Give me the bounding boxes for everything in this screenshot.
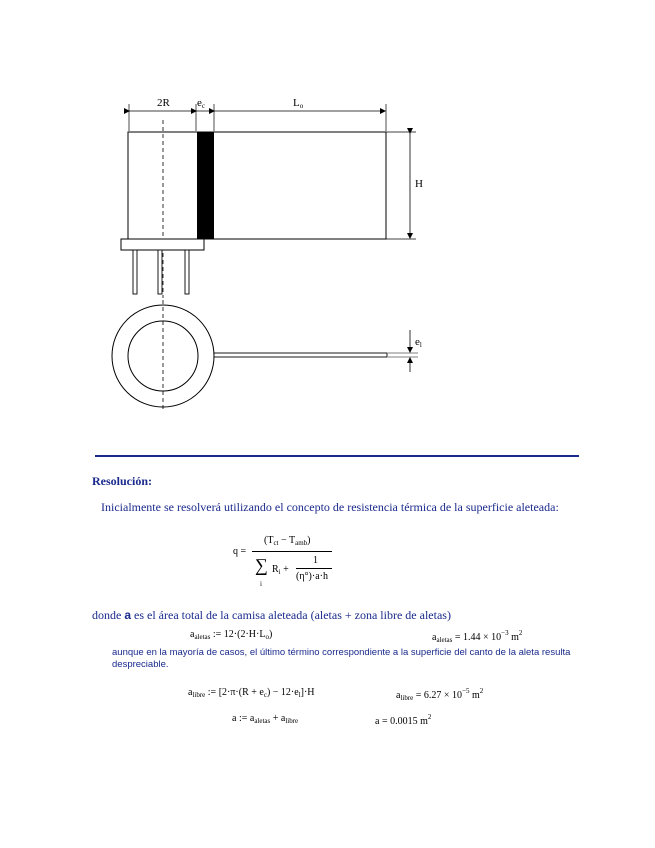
eq-aletas-definition: $a_{aletas}$ := $12\cdot(2\cdot H\cdot L_o)$ [190, 629, 273, 641]
eq-aletas-value: $a_{aletas} = 1.44 \times 10^{-3}$ $m^2$ [432, 629, 523, 644]
eq-libre-definition: $a_{libre}$ := $[2\cdot\pi\cdot(R + e_c) - 12\cdot e_l]\cdot H$ [188, 687, 315, 699]
label-H: H [415, 178, 423, 190]
intro-paragraph: Inicialmente se resolverá utilizando el concepto de resistencia térmica de la superficie aleteada: [101, 500, 559, 514]
pin [133, 250, 137, 294]
fraction-bar [252, 551, 332, 552]
sum-symbol: ∑ [255, 555, 268, 575]
pin [185, 250, 189, 294]
fin-top-view [214, 353, 387, 357]
label-Lo: $L_o$ [293, 97, 304, 110]
formula-q-numerator: $(T_{ct} - T_{amb})$ [264, 535, 311, 547]
label-ec: $e_c$ [197, 97, 205, 110]
inner-frac-den: (η°)·a·h [296, 571, 328, 582]
sum-index: i [260, 580, 262, 588]
section-title: Resolución: [92, 474, 152, 488]
inner-frac-num: 1 [313, 555, 318, 566]
eq-total-value: a = 0.0015 $m^2$ [375, 713, 432, 727]
formula-q-lhs: q = [233, 546, 247, 557]
base-plate [121, 239, 204, 250]
label-2R: 2R [157, 97, 170, 109]
r-term: $R_i$ + [272, 564, 289, 576]
cylinder-wall [197, 132, 214, 239]
donde-paragraph: donde a es el área total de la camisa aleteada (aletas + zona libre de aletas) [92, 608, 451, 622]
fin-side-view [128, 132, 386, 239]
note-paragraph: aunque en la mayoría de casos, el último término correspondiente a la superficie del canto de la aleta resulta despreciable. [112, 647, 571, 670]
eq-libre-value: $a_{libre} = 6.27 \times 10^{-5}$ $m^2$ [396, 687, 484, 702]
inner-fraction-bar [296, 568, 332, 569]
label-el: $e_l$ [415, 336, 422, 349]
eq-total-definition: a := $a_{aletas} + a_{libre}$ [232, 713, 299, 725]
section-divider [95, 455, 579, 457]
pin [158, 250, 162, 294]
